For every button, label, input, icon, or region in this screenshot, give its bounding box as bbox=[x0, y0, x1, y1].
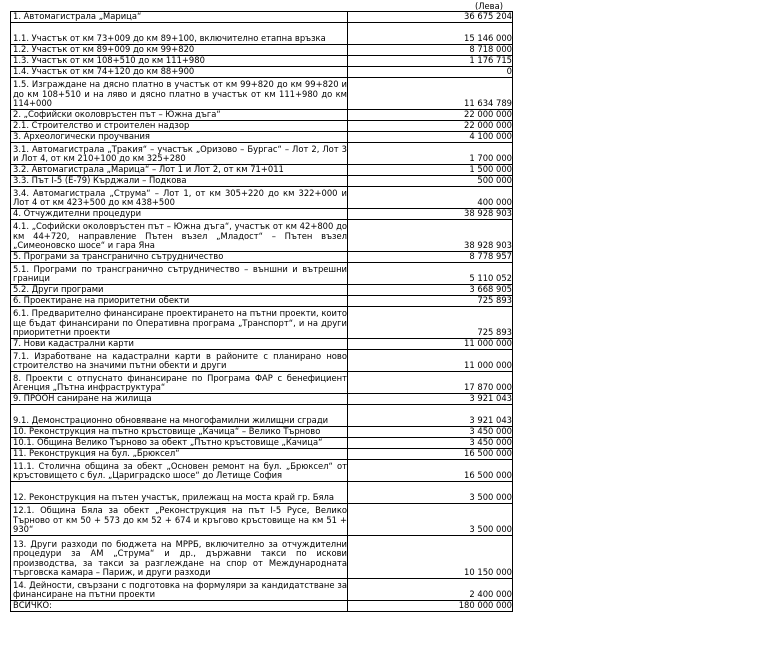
table-row bbox=[11, 165, 513, 176]
row-amount: 3 668 905 bbox=[348, 285, 513, 296]
row-description: 1.4. Участък от км 74+120 до км 88+900 bbox=[11, 67, 348, 78]
table-row bbox=[11, 504, 513, 536]
table-row bbox=[11, 45, 513, 56]
table-row bbox=[11, 176, 513, 187]
row-description: 5.2. Други програми bbox=[11, 285, 348, 296]
row-description: 1.2. Участък от км 89+009 до км 99+820 bbox=[11, 45, 348, 56]
total-label: ВСИЧКО: bbox=[11, 601, 348, 612]
row-amount: 22 000 000 bbox=[348, 121, 513, 132]
row-description: 4.1. „Софийски околовръстен път – Южна дъга“, участък от км 42+800 до км 44+720, направление Пътен възел „Младост“ – Пътен възел „Симеоновско шосе“ и гара Яна bbox=[11, 220, 348, 252]
table-row bbox=[11, 307, 513, 339]
table-row bbox=[11, 220, 513, 252]
row-description: 1.5. Изграждане на дясно платно в участък от км 99+820 до км 99+820 и до км 108+510 и на ляво и дясно платно в участък от км 111+980 до км 114+000 bbox=[11, 78, 348, 110]
row-amount: 3 921 043 bbox=[348, 405, 513, 427]
row-amount: 11 634 789 bbox=[348, 78, 513, 110]
table-row bbox=[11, 394, 513, 405]
row-description: 7. Нови кадастрални карти bbox=[11, 339, 348, 350]
row-description: 1.3. Участък от км 108+510 до км 111+980 bbox=[11, 56, 348, 67]
row-amount: 15 146 000 bbox=[348, 23, 513, 45]
table-row bbox=[11, 579, 513, 601]
row-description: 12.1. Община Бяла за обект „Реконструкция на път I-5 Русе, Велико Търново от км 50 + 573 до км 52 + 674 и кръгово кръстовище на км 51 + 930“ bbox=[11, 504, 348, 536]
row-amount: 3 500 000 bbox=[348, 504, 513, 536]
row-amount: 10 150 000 bbox=[348, 536, 513, 579]
row-description: 11. Реконструкция на бул. „Брюксел“ bbox=[11, 449, 348, 460]
row-amount: 3 921 043 bbox=[348, 394, 513, 405]
row-amount: 11 000 000 bbox=[348, 350, 513, 372]
row-description: 10. Реконструкция на пътно кръстовище „Качица“ – Велико Търново bbox=[11, 427, 348, 438]
table-row bbox=[11, 263, 513, 285]
row-amount: 3 450 000 bbox=[348, 427, 513, 438]
row-amount: 8 718 000 bbox=[348, 45, 513, 56]
row-description: 2. „Софийски околовръстен път – Южна дъга“ bbox=[11, 110, 348, 121]
row-description: 5. Програми за трансгранично сътрудничество bbox=[11, 252, 348, 263]
row-amount: 1 500 000 bbox=[348, 165, 513, 176]
table-row bbox=[11, 372, 513, 394]
row-description: 13. Други разходи по бюджета на МРРБ, включително за отчуждителни процедури за АМ „Струма“ и др., държавни такси по искови производства, за такси за разглеждане на спор от Международната търговска камара – Париж, и други разходи bbox=[11, 536, 348, 579]
row-description: 11.1. Столична община за обект „Основен ремонт на бул. „Брюксел“ от кръстовището с бул. „Цариградско шосе“ до Летище София bbox=[11, 460, 348, 482]
row-amount: 36 675 204 bbox=[348, 12, 513, 23]
row-description: 1.1. Участък от км 73+009 до км 89+100, включително етапна връзка bbox=[11, 23, 348, 45]
row-amount: 4 100 000 bbox=[348, 132, 513, 143]
row-description: 12. Реконструкция на пътен участък, прилежащ на моста край гр. Бяла bbox=[11, 482, 348, 504]
row-description: 6.1. Предварително финансиране проектирането на пътни проекти, които ще бъдат финансирани по Оперативна програма „Транспорт“, и на други приоритетни проекти bbox=[11, 307, 348, 339]
table-row bbox=[11, 187, 513, 209]
table-row bbox=[11, 67, 513, 78]
row-description: 2.1. Строителство и строителен надзор bbox=[11, 121, 348, 132]
row-description: 3.3. Път I-5 (Е-79) Кърджали – Подкова bbox=[11, 176, 348, 187]
row-description: 4. Отчуждителни процедури bbox=[11, 209, 348, 220]
row-description: 10.1. Община Велико Търново за обект „Пътно кръстовище „Качица“ bbox=[11, 438, 348, 449]
table-row bbox=[11, 350, 513, 372]
row-amount: 3 500 000 bbox=[348, 482, 513, 504]
row-description: 3.1. Автомагистрала „Тракия“ – участък „Оризово – Бургас“ – Лот 2, Лот 3 и Лот 4, от км 210+100 до км 325+280 bbox=[11, 143, 348, 165]
table-row bbox=[11, 56, 513, 67]
row-amount: 17 870 000 bbox=[348, 372, 513, 394]
table-row bbox=[11, 252, 513, 263]
table-row bbox=[11, 405, 513, 427]
budget-table bbox=[10, 11, 513, 612]
table-row bbox=[11, 427, 513, 438]
table-row bbox=[11, 285, 513, 296]
table-row bbox=[11, 121, 513, 132]
row-amount: 38 928 903 bbox=[348, 209, 513, 220]
total-row bbox=[11, 601, 513, 612]
row-description: 3.2. Автомагистрала „Марица“ – Лот 1 и Лот 2, от км 71+011 bbox=[11, 165, 348, 176]
row-amount: 725 893 bbox=[348, 307, 513, 339]
row-amount: 0 bbox=[348, 67, 513, 78]
row-amount: 16 500 000 bbox=[348, 449, 513, 460]
table-row bbox=[11, 209, 513, 220]
row-description: 9.1. Демонстрационно обновяване на многофамилни жилищни сгради bbox=[11, 405, 348, 427]
table-row bbox=[11, 296, 513, 307]
table-row bbox=[11, 23, 513, 45]
row-amount: 1 176 715 bbox=[348, 56, 513, 67]
row-amount: 2 400 000 bbox=[348, 579, 513, 601]
row-description: 6. Проектиране на приоритетни обекти bbox=[11, 296, 348, 307]
table-row bbox=[11, 482, 513, 504]
row-description: 14. Дейности, свързани с подготовка на формуляри за кандидатстване за финансиране на пътни проекти bbox=[11, 579, 348, 601]
table-row bbox=[11, 339, 513, 350]
table-row bbox=[11, 110, 513, 121]
table-row bbox=[11, 536, 513, 579]
row-amount: 11 000 000 bbox=[348, 339, 513, 350]
row-amount: 400 000 bbox=[348, 187, 513, 209]
row-amount: 38 928 903 bbox=[348, 220, 513, 252]
row-amount: 500 000 bbox=[348, 176, 513, 187]
table-row bbox=[11, 78, 513, 110]
row-description: 9. ПРООН саниране на жилища bbox=[11, 394, 348, 405]
row-description: 8. Проекти с отпуснато финансиране по Програма ФАР с бенефициент Агенция „Пътна инфраструктура“ bbox=[11, 372, 348, 394]
row-description: 5.1. Програми по трансгранично сътрудничество – външни и вътрешни граници bbox=[11, 263, 348, 285]
total-amount: 180 000 000 bbox=[348, 601, 513, 612]
table-row bbox=[11, 132, 513, 143]
row-amount: 5 110 052 bbox=[348, 263, 513, 285]
row-description: 7.1. Изработване на кадастрални карти в районите с планирано ново строителство на значими пътни обекти и други bbox=[11, 350, 348, 372]
table-row bbox=[11, 143, 513, 165]
table-row bbox=[11, 12, 513, 23]
row-description: 3.4. Автомагистрала „Струма“ – Лот 1, от км 305+220 до км 322+000 и Лот 4 от км 423+500 до км 438+500 bbox=[11, 187, 348, 209]
row-description: 1. Автомагистрала „Марица“ bbox=[11, 12, 348, 23]
row-amount: 16 500 000 bbox=[348, 460, 513, 482]
row-amount: 1 700 000 bbox=[348, 143, 513, 165]
table-row bbox=[11, 460, 513, 482]
table-row bbox=[11, 449, 513, 460]
currency-unit-label: (Лева) bbox=[474, 1, 503, 11]
row-amount: 8 778 957 bbox=[348, 252, 513, 263]
table-row bbox=[11, 438, 513, 449]
row-description: 3. Археологически проучвания bbox=[11, 132, 348, 143]
row-amount: 22 000 000 bbox=[348, 110, 513, 121]
row-amount: 725 893 bbox=[348, 296, 513, 307]
row-amount: 3 450 000 bbox=[348, 438, 513, 449]
